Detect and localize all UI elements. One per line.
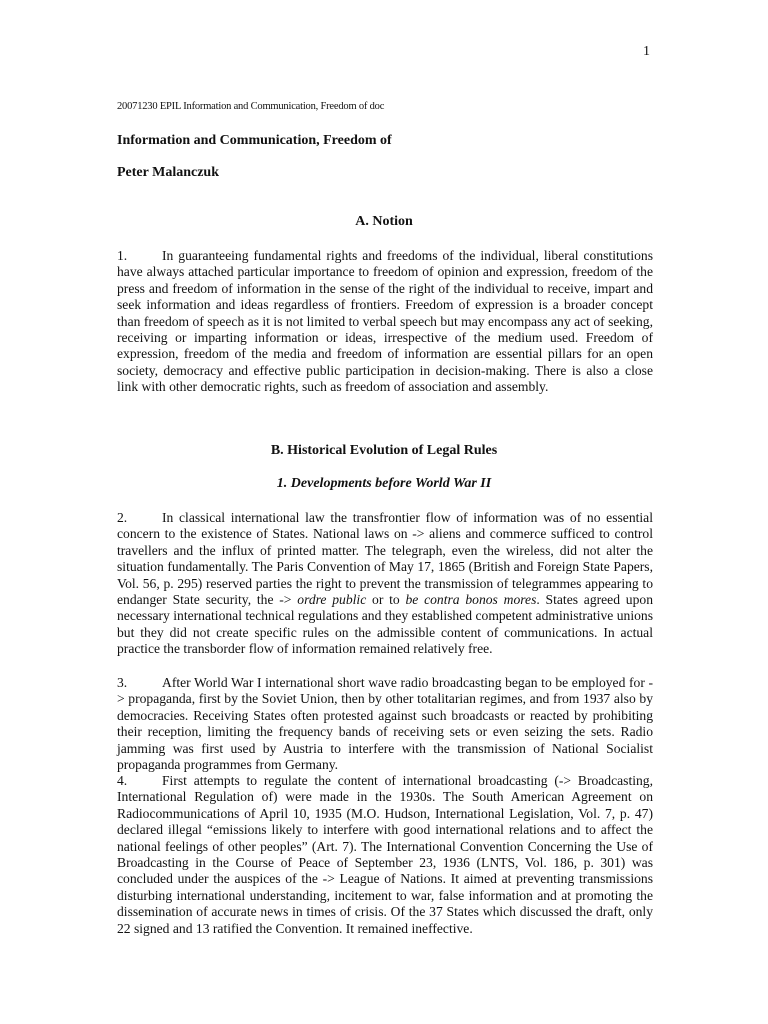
paragraph-text: After World War I international short wave radio broadcasting began to be employed for -> propaganda, first by the Soviet Union, then by other totalitarian regimes, and from 1937 also by democracies. Receiving States often protested against such broadcasts or reacted by prohibiting their reception, limiting the frequency bands of receiving sets or even seizing the sets. Radio jamming was first used by Austria to interfere with the transmission of National Socialist propaganda programmes from Germany. — [117, 675, 653, 773]
section-a-heading: A. Notion — [355, 214, 413, 229]
paragraph-text: or to — [366, 592, 406, 608]
author-name: Peter Malanczuk — [117, 165, 219, 180]
paragraph-4 — [117, 773, 653, 937]
italic-term: be contra bonos mores — [405, 592, 537, 608]
paragraph-text: In guaranteeing fundamental rights and freedoms of the individual, liberal constitutions have always attached particular importance to freedom of opinion and expression, freedom of the press and freedom of information in the sense of the right of the individual to receive, impart and seek information and ideas regardless of frontiers. Freedom of expression is a broader concept than freedom of speech as it is not limited to verbal speech but may encompass any act of seeking, receiving or imparting information or ideas, irrespective of the medium used. Freedom of expression, freedom of the media and freedom of information are essential pillars for an open society, democracy and effective public participation in decision-making. There is also a close link with other democratic rights, such as freedom of association and assembly. — [117, 248, 653, 395]
paragraph-2 — [117, 510, 653, 658]
italic-term: ordre public — [297, 592, 367, 608]
paragraph-1 — [117, 248, 653, 396]
paragraph-3 — [117, 675, 653, 773]
page-number: 1 — [643, 44, 650, 59]
paragraph-text: . States agreed upon necessary international technical regulations and they established competent administrative unions but they did not create specific rules on the admissible content of communications. In actual practice the transborder flow of information remained relatively free. — [117, 592, 653, 657]
paragraph-number: 3. — [117, 675, 128, 690]
document-title: Information and Communication, Freedom of — [117, 133, 392, 148]
paragraph-text: In classical international law the transfrontier flow of information was of no essential concern to the existence of States. National laws on -> aliens and commerce sufficed to control travellers and the influx of printed matter. The telegraph, even the wireless, did not alter the situation fundamentally. The Paris Convention of May 17, 1865 (British and Foreign State Papers, Vol. 56, p. 295) reserved parties the right to prevent the transmission of telegrammes appearing to endanger State security, the -> — [117, 510, 653, 608]
paragraph-number: 4. — [117, 773, 128, 788]
paragraph-number: 2. — [117, 510, 128, 525]
section-b-heading: B. Historical Evolution of Legal Rules — [270, 443, 498, 458]
paragraph-text: First attempts to regulate the content of international broadcasting (-> Broadcasting, International Regulation of) were made in the 1930s. The South American Agreement on Radiocommunications of April 10, 1935 (M.O. Hudson, International Legislation, Vol. 7, p. 47) declared illegal “emissions likely to interfere with good international relations and to affect the national feelings of other peoples” (Art. 7). The International Convention Concerning the Use of Broadcasting in the Course of Peace of September 23, 1936 (LNTS, Vol. 186, p. 301) was concluded under the auspices of the -> League of Nations. It aimed at preventing transmissions disturbing international understanding, incitement to war, false information and at promoting the dissemination of accurate news in times of crisis. Of the 37 States which discussed the draft, only 22 signed and 13 ratified the Convention. It remained ineffective. — [117, 773, 653, 936]
document-id: 20071230 EPIL Information and Communication, Freedom of doc — [117, 101, 385, 112]
subsection-heading: 1. Developments before World War II — [276, 476, 492, 491]
paragraph-number: 1. — [117, 248, 128, 263]
